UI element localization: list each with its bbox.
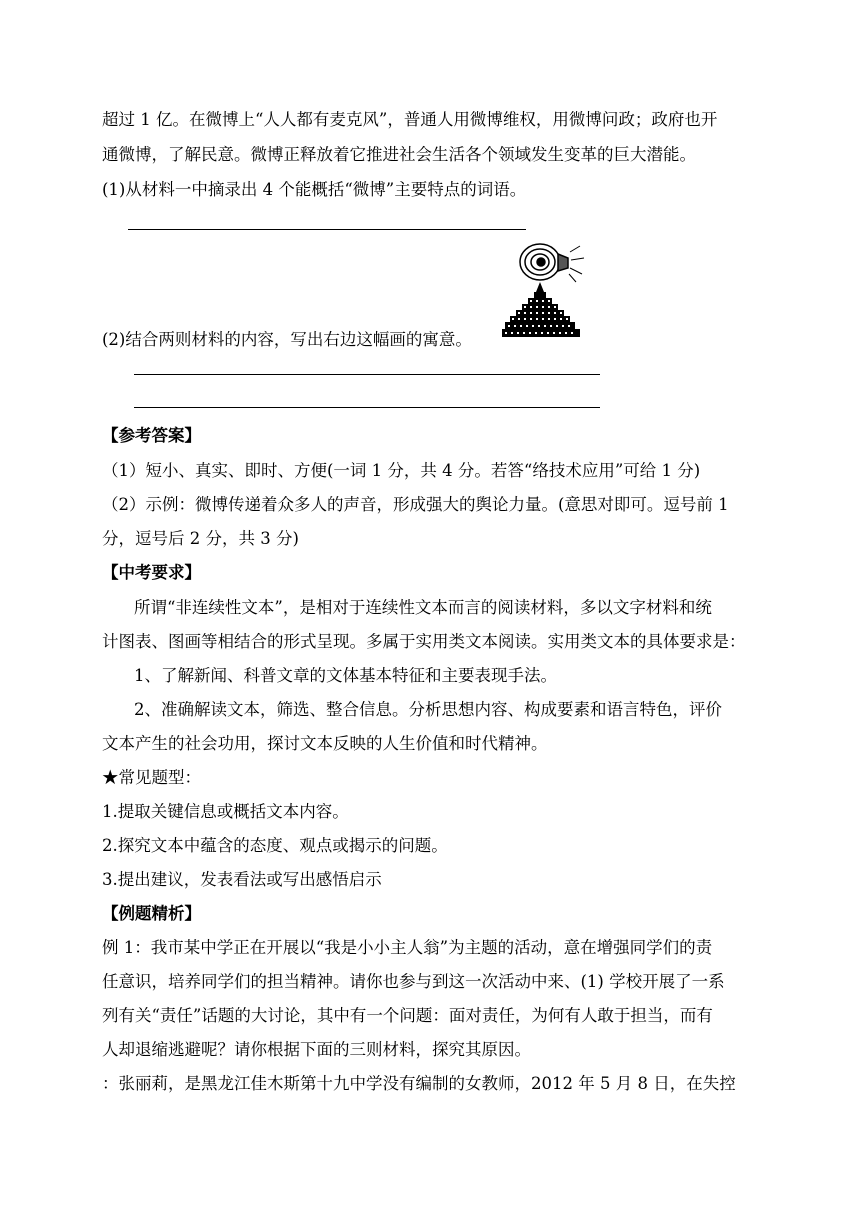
answer-2-cont: 分，逗号后 2 分，共 3 分) xyxy=(102,529,299,548)
answer-2: （2）示例：微博传递着众多人的声音，形成强大的舆论力量。(意思对即可。逗号前 1 xyxy=(102,495,729,514)
example-line: 人却退缩逃避呢？请你根据下面的三则材料，探究其原因。 xyxy=(102,1040,531,1059)
question-1: (1)从材料一中摘录出 4 个能概括“微博”主要特点的词语。 xyxy=(102,180,527,199)
requirement-item-2: 2、准确解读文本，筛选、整合信息。分析思想内容、构成要素和语言特色，评价 xyxy=(134,700,722,719)
example-line: 例 1：我市某中学正在开展以“我是小小主人翁”为主题的活动，意在增强同学们的责 xyxy=(102,938,713,957)
answer-1: （1）短小、真实、即时、方便(一词 1 分，共 4 分。若答“络技术应用”可给 1 分) xyxy=(102,461,701,480)
requirements-heading: 【中考要求】 xyxy=(102,563,201,582)
example-line: 任意识，培养同学们的担当精神。请你也参与到这一次活动中来、(1) 学校开展了一系 xyxy=(102,972,725,991)
paragraph-line: 超过 1 亿。在微博上“人人都有麦克风”，普通人用微博维权，用微博问政；政府也开 xyxy=(102,110,718,129)
answer-blank-line xyxy=(134,407,600,408)
answer-heading: 【参考答案】 xyxy=(102,426,201,445)
question-types-heading: ★常见题型： xyxy=(102,768,201,787)
question-type-1: 1.提取关键信息或概括文本内容。 xyxy=(102,802,349,821)
question-type-3: 3.提出建议，发表看法或写出感悟启示 xyxy=(102,870,382,889)
paragraph-line: 通微博，了解民意。微博正释放着它推进社会生活各个领域发生变革的巨大潜能。 xyxy=(102,145,696,164)
question-2: (2)结合两则材料的内容，写出右边这幅画的寓意。 xyxy=(102,330,472,349)
question-type-2: 2.探究文本中蕴含的态度、观点或揭示的问题。 xyxy=(102,836,448,855)
answer-blank-line xyxy=(134,374,600,375)
requirements-paragraph: 所谓“非连续性文本”，是相对于连续性文本而言的阅读材料，多以文字材料和统 xyxy=(134,598,712,617)
requirement-item-2-cont: 文本产生的社会功用，探讨文本反映的人生价值和时代精神。 xyxy=(102,734,548,753)
requirements-paragraph-cont: 计图表、图画等相结合的形式呈现。多属于实用类文本阅读。实用类文本的具体要求是： xyxy=(102,632,746,651)
requirement-item-1: 1、了解新闻、科普文章的文体基本特征和主要表现手法。 xyxy=(134,666,557,685)
megaphone-crowd-illustration xyxy=(500,240,590,342)
example-heading: 【例题精析】 xyxy=(102,904,201,923)
answer-blank-line xyxy=(128,229,526,230)
example-line: 列有关“责任”话题的大讨论，其中有一个问题：面对责任，为何有人敢于担当，而有 xyxy=(102,1006,713,1025)
example-line: ：张丽莉，是黑龙江佳木斯第十九中学没有编制的女教师，2012 年 5 月 8 日，在失控 xyxy=(102,1074,736,1093)
